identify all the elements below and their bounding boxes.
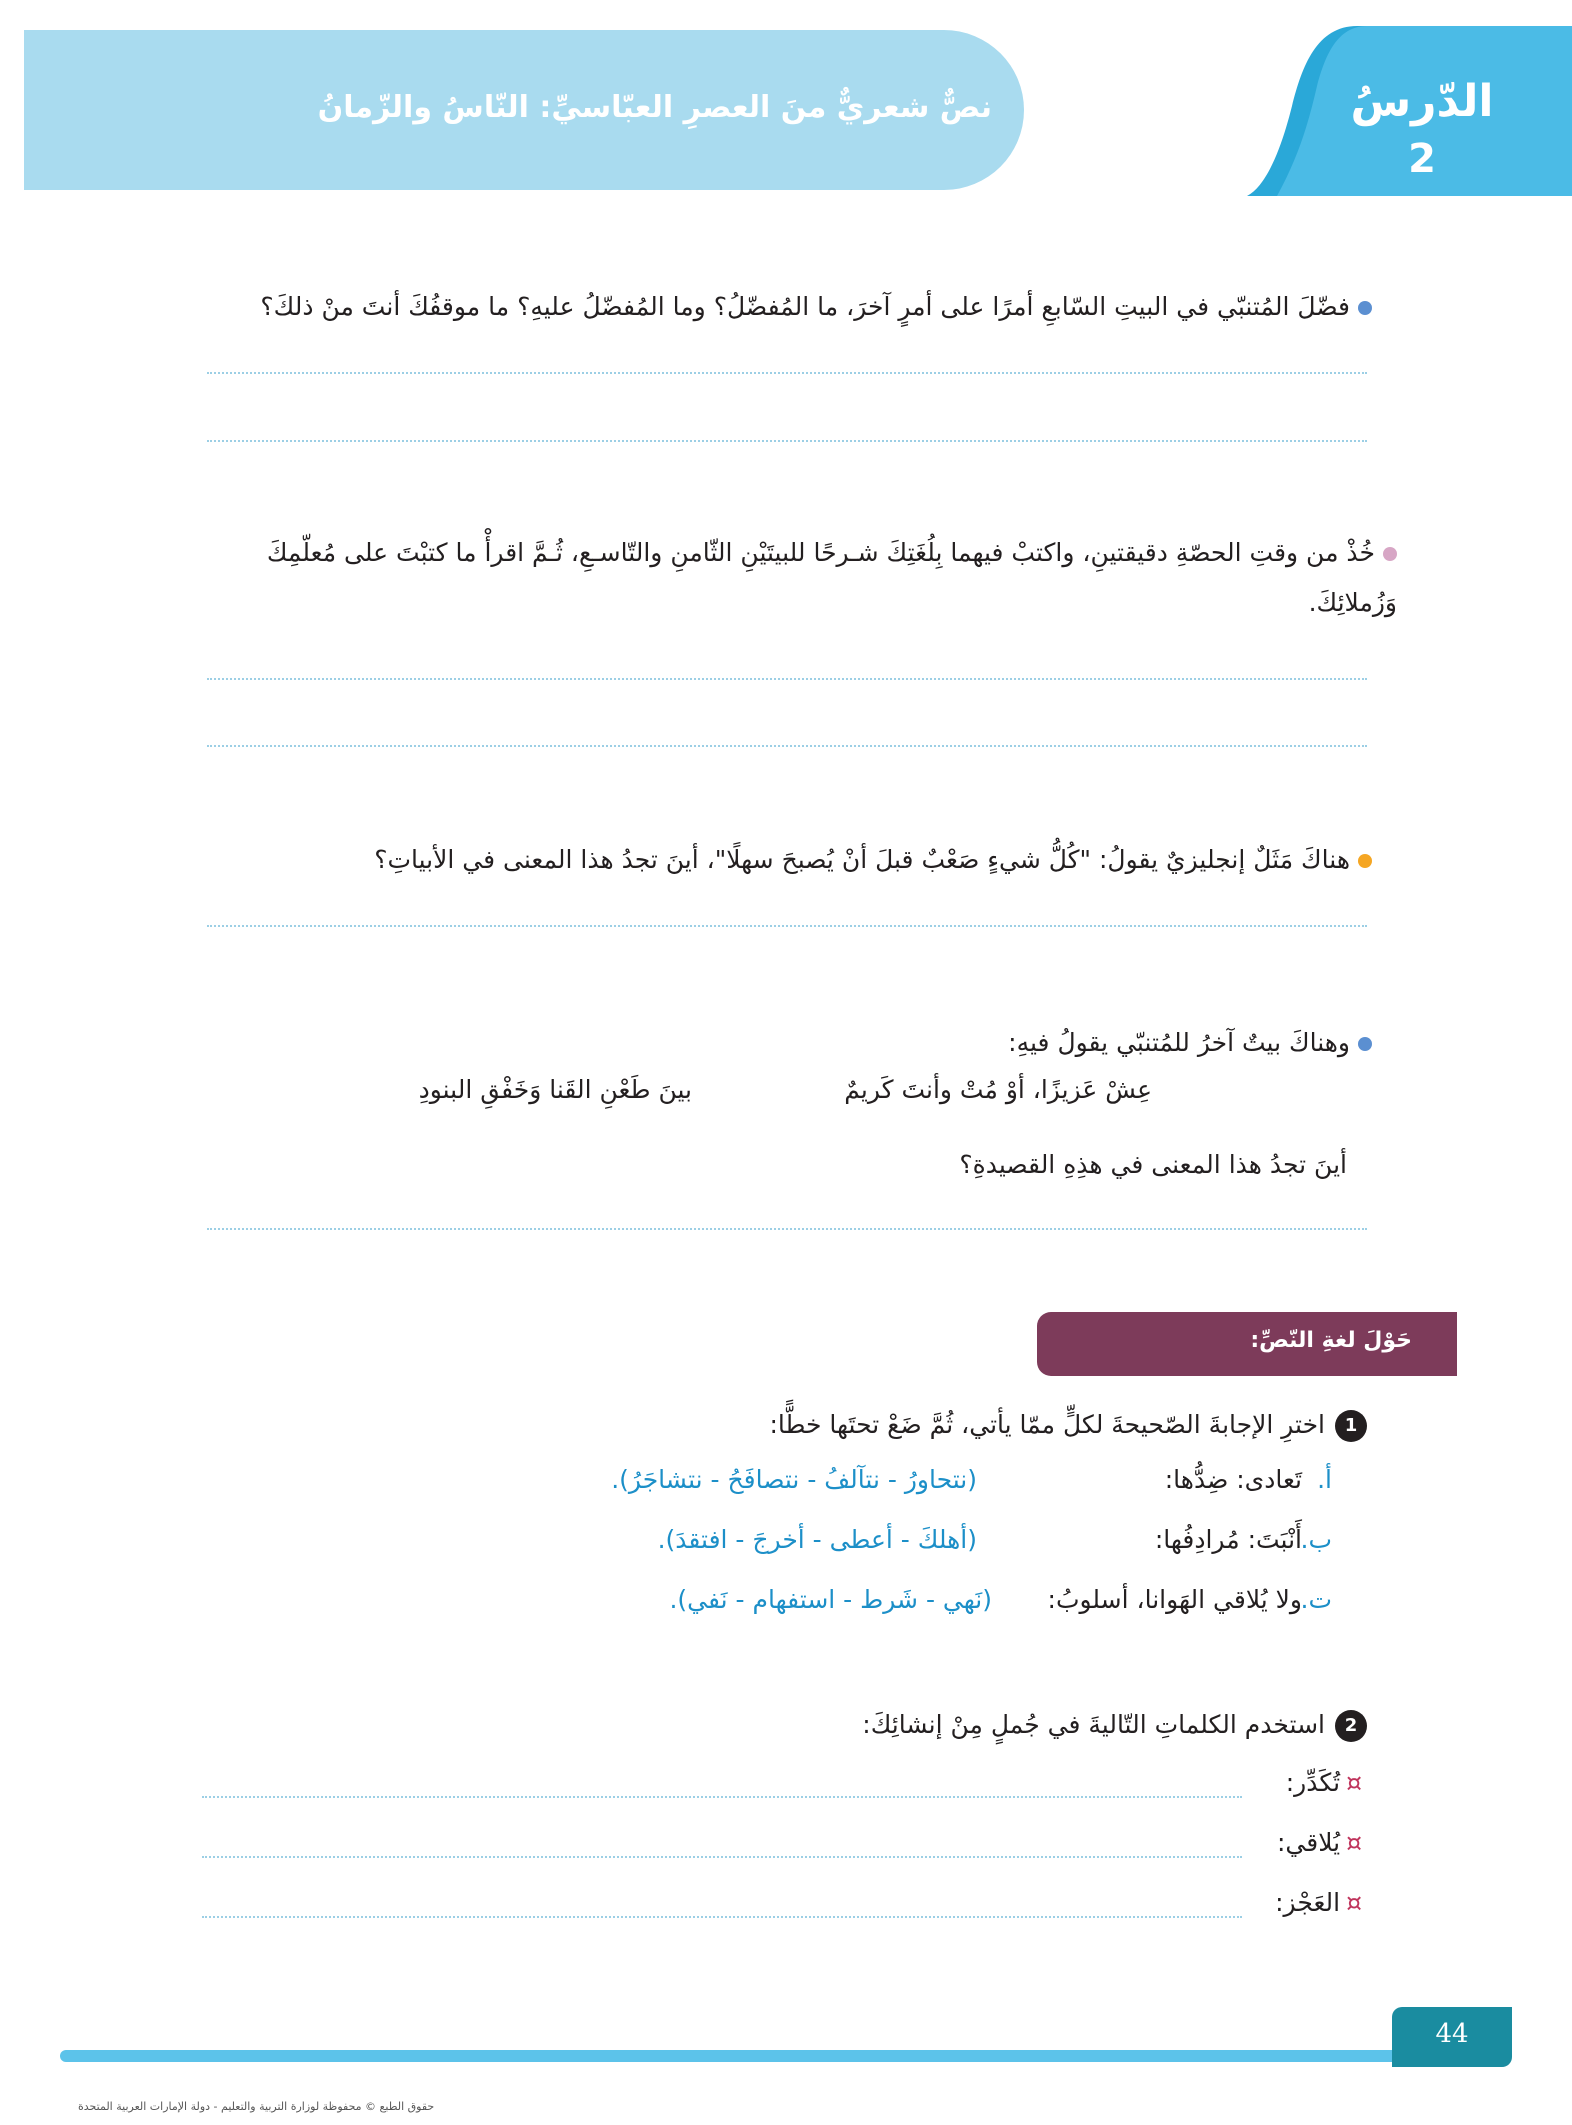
choice-letter: ت. [1300, 1585, 1332, 1614]
verse-left-hemistich: بينَ طَعْنِ القَنا وَخَفْقِ البنودِ [418, 1075, 692, 1104]
question-3-text: هناكَ مَثَلٌ إنجليزيٌ يقولُ: "كُلُّ شيءٍ صَعْبٌ قبلَ أنْ يُصبحَ سهلًا"، أينَ تجدُ هذا المعنى في الأبياتِ؟ [374, 845, 1350, 874]
copyright-notice: حقوق الطبع © محفوظة لوزارة التربية والتعليم - دولة الإمارات العربية المتحدة [78, 2100, 435, 2113]
exercise-2-text: استخدم الكلماتِ التّاليةَ في جُملٍ مِنْ إنشائِكَ: [862, 1710, 1325, 1739]
section-title: حَوْلَ لغةِ النّصِّ: [1250, 1328, 1412, 1353]
page-number-tab [1392, 2007, 1512, 2067]
exercise-1-text: اخترِ الإجابةَ الصّحيحةَ لكلٍّ ممّا يأتي، ثُمَّ ضَعْ تحتَها خطًّا: [769, 1410, 1325, 1439]
choice-question: ولا يُلاقي الهَوانا، أسلوبُ: [1047, 1585, 1302, 1614]
choice-options[interactable]: (نتحاورُ - نتآلفُ - نتصافَحُ - نتشاجَرُ). [611, 1465, 977, 1494]
exercise-number-badge: 2 [1335, 1710, 1367, 1742]
lesson-number: 2 [1408, 136, 1436, 182]
question-2-text: خُذْ من وقتِ الحصّةِ دقيقتينِ، واكتبْ فيهما بِلُغَتِكَ شـرحًا للبيتَيْنِ الثّامنِ والتّاسـعِ، ثُـمَّ اقرأْ ما كتبْتَ على مُعلّمِكَ وَزُملائِكَ. [266, 538, 1397, 617]
bullet-dot-icon [1358, 854, 1372, 868]
question-2 [182, 528, 1397, 628]
choice-letter: أ. [1317, 1465, 1332, 1494]
bullet-dot-icon [1358, 1037, 1372, 1051]
bullet-dot-icon [1383, 547, 1397, 561]
question-1 [192, 282, 1372, 332]
choice-question: أَنْبَتَ: مُرادِفُها: [1154, 1525, 1302, 1554]
answer-line[interactable] [207, 745, 1367, 747]
word-label: تُكَدِّر: [1285, 1768, 1341, 1797]
word-label: يُلاقي: [1277, 1828, 1341, 1857]
answer-line[interactable] [202, 1856, 1242, 1858]
answer-line[interactable] [207, 925, 1367, 927]
choice-row [232, 1585, 1332, 1625]
question-1-text: فضّلَ المُتنبّي في البيتِ السّابعِ أمرًا على أمرٍ آخرَ، ما المُفضّلُ؟ وما المُفضّلُ عليهِ؟ ما موقفُكَ أنتَ منْ ذلكَ؟ [260, 292, 1350, 321]
choice-options[interactable]: (نَهي - شَرط - استفهام - نَفي). [669, 1585, 992, 1614]
word-row [202, 1888, 1362, 1928]
answer-line[interactable] [202, 1796, 1242, 1798]
clover-marker-icon: ¤ [1346, 1768, 1362, 1797]
bullet-dot-icon [1358, 301, 1372, 315]
section-banner [1037, 1312, 1457, 1376]
word-row [202, 1768, 1362, 1808]
choice-question: تَعادى: ضِدُّها: [1164, 1465, 1302, 1494]
lesson-title: نصٌّ شعريٌّ منَ العصرِ العبّاسيِّ: النّاسُ والزّمانُ [317, 90, 992, 125]
exercise-1-prompt [187, 1400, 1367, 1450]
clover-marker-icon: ¤ [1346, 1828, 1362, 1857]
word-row [202, 1828, 1362, 1868]
choice-options[interactable]: (أهلكَ - أعطى - أخرجَ - افتقدَ). [657, 1525, 977, 1554]
answer-line[interactable] [207, 372, 1367, 374]
exercise-2-prompt [187, 1700, 1367, 1750]
exercise-number-badge: 1 [1335, 1410, 1367, 1442]
choice-letter: ب. [1300, 1525, 1332, 1554]
clover-marker-icon: ¤ [1346, 1888, 1362, 1917]
word-label: العَجْز: [1275, 1888, 1341, 1917]
answer-line[interactable] [202, 1916, 1242, 1918]
lesson-label: الدّرسُ [1350, 76, 1494, 127]
question-3 [192, 835, 1372, 885]
answer-line[interactable] [207, 678, 1367, 680]
answer-line[interactable] [207, 1228, 1367, 1230]
page-number: 44 [1435, 2019, 1469, 2049]
choice-row [232, 1525, 1332, 1565]
question-4-text: وهناكَ بيتٌ آخرُ للمُتنبّي يقولُ فيهِ: [1008, 1028, 1350, 1057]
choice-row [232, 1465, 1332, 1505]
verse-follow-up: أينَ تجدُ هذا المعنى في هذِهِ القصيدةِ؟ [959, 1150, 1347, 1179]
lesson-tab [1247, 26, 1572, 196]
footer-bar [60, 2050, 1400, 2062]
question-4 [192, 1018, 1372, 1068]
answer-line[interactable] [207, 440, 1367, 442]
verse-right-hemistich: عِشْ عَزيزًا، أوْ مُتْ وأنتَ كَريمٌ [844, 1075, 1152, 1104]
